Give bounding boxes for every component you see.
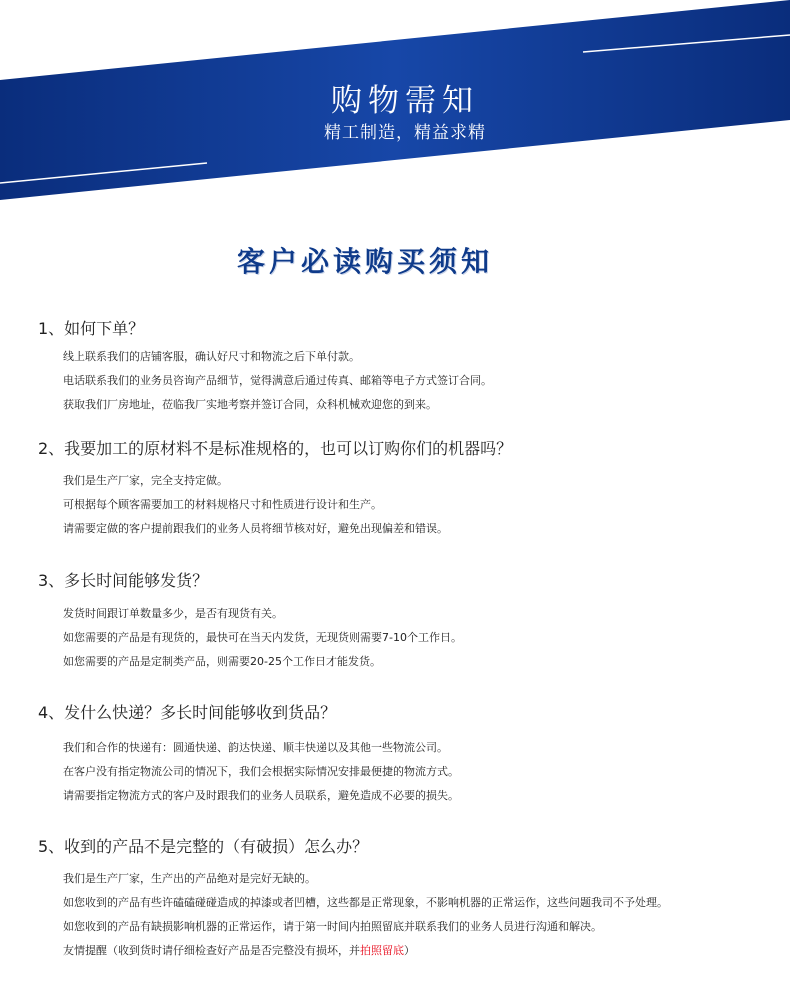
- faq-answer-line: 如您收到的产品有些许磕磕碰碰造成的掉漆或者凹槽，这些都是正常现象，不影响机器的正常运作，这些问题我司不予处理。: [63, 896, 668, 909]
- faq-answer-line: 可根据每个顾客需要加工的材料规格尺寸和性质进行设计和生产。: [63, 498, 382, 511]
- faq-question: 1、如何下单？: [38, 319, 145, 338]
- faq-question: 5、收到的产品不是完整的（有破损）怎么办？: [38, 837, 369, 856]
- banner-title: 购物需知: [331, 83, 479, 119]
- reminder-note: [63, 942, 415, 958]
- banner-subtitle: 精工制造，精益求精: [324, 123, 486, 143]
- reminder-closing: ）: [404, 944, 415, 957]
- faq-answer-line: 在客户没有指定物流公司的情况下，我们会根据实际情况安排最便捷的物流方式。: [63, 765, 459, 778]
- faq-answer-line: 我们是生产厂家，生产出的产品绝对是完好无缺的。: [63, 872, 316, 885]
- reminder-text: 友情提醒（收到货时请仔细检查好产品是否完整没有损坏，并: [63, 944, 360, 957]
- faq-question: 2、我要加工的原材料不是标准规格的，也可以订购你们的机器吗？: [38, 439, 513, 458]
- faq-answer-line: 如您收到的产品有缺损影响机器的正常运作，请于第一时间内拍照留底并联系我们的业务人员进行沟通和解决。: [63, 920, 602, 933]
- faq-question: 3、多长时间能够发货？: [38, 571, 209, 590]
- faq-answer-line: 获取我们厂房地址，莅临我厂实地考察并签订合同，众科机械欢迎您的到来。: [63, 398, 437, 411]
- faq-answer-line: 我们是生产厂家，完全支持定做。: [63, 474, 228, 487]
- reminder-highlight: 拍照留底: [360, 944, 404, 957]
- faq-answer-line: 如您需要的产品是定制类产品，则需要20-25个工作日才能发货。: [63, 655, 381, 668]
- header-banner: [0, 0, 790, 200]
- faq-answer-line: 如您需要的产品是有现货的，最快可在当天内发货，无现货则需要7-10个工作日。: [63, 631, 462, 644]
- faq-answer-line: 电话联系我们的业务员咨询产品细节，觉得满意后通过传真、邮箱等电子方式签订合同。: [63, 374, 492, 387]
- faq-answer-line: 请需要定做的客户提前跟我们的业务人员将细节核对好，避免出现偏差和错误。: [63, 522, 448, 535]
- faq-answer-line: 请需要指定物流方式的客户及时跟我们的业务人员联系，避免造成不必要的损失。: [63, 789, 459, 802]
- faq-answer-line: 发货时间跟订单数量多少，是否有现货有关。: [63, 607, 283, 620]
- faq-answer-line: 我们和合作的快递有：圆通快递、韵达快递、顺丰快递以及其他一些物流公司。: [63, 741, 448, 754]
- page-title: 客户必读购买须知: [236, 245, 493, 278]
- faq-question: 4、发什么快递？多长时间能够收到货品？: [38, 703, 337, 722]
- faq-answer-line: 线上联系我们的店铺客服，确认好尺寸和物流之后下单付款。: [63, 350, 360, 363]
